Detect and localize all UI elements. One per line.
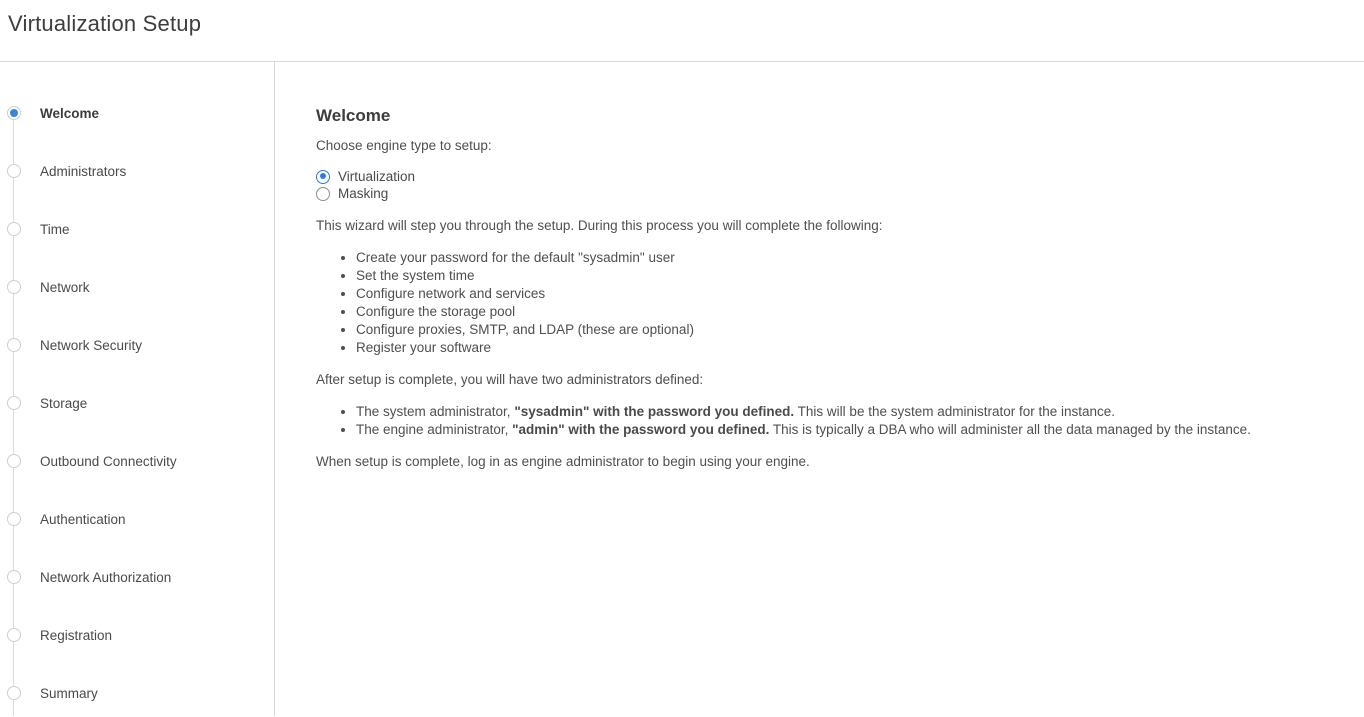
after-setup-text: After setup is complete, you will have two administrators defined: (316, 372, 704, 387)
list-item: • Set the system time (356, 267, 1251, 285)
sidebar-step-outbound-connectivity[interactable] (0, 432, 274, 490)
sidebar-step-storage[interactable] (0, 374, 274, 432)
radio-unselected-icon (316, 187, 330, 201)
step-radio-icon (7, 338, 21, 352)
step-label: Network (40, 279, 90, 295)
sidebar-step-authentication[interactable] (0, 490, 274, 548)
list-item: • Configure network and services (356, 285, 1251, 303)
page-header (0, 0, 1364, 62)
closing-text: When setup is complete, log in as engine administrator to begin using your engine. (316, 454, 810, 469)
step-radio-icon (7, 106, 21, 120)
sidebar-step-network-authorization[interactable] (0, 548, 274, 606)
step-radio-icon (7, 512, 21, 526)
step-label: Registration (40, 627, 113, 643)
engine-option-masking[interactable] (316, 186, 1251, 204)
step-label: Network Authorization (40, 569, 172, 585)
radio-selected-icon (316, 170, 330, 184)
step-label: Authentication (40, 511, 126, 527)
list-item (356, 421, 1251, 439)
admin-text: The engine administrator, (356, 422, 513, 437)
list-item: • Configure proxies, SMTP, and LDAP (these are optional) (356, 321, 1251, 339)
admin-text: This is typically a DBA who will administer all the data managed by the instance. (769, 422, 1251, 437)
main-layout (0, 62, 1364, 716)
radio-label: Virtualization (338, 168, 416, 184)
step-radio-icon (7, 222, 21, 236)
setup-stepper-sidebar (0, 62, 275, 716)
choose-engine-label: Choose engine type to setup: (316, 138, 492, 153)
sidebar-step-network-security[interactable] (0, 316, 274, 374)
setup-tasks-list (316, 249, 1251, 357)
sidebar-step-administrators[interactable] (0, 142, 274, 200)
step-radio-icon (7, 396, 21, 410)
step-radio-icon (7, 628, 21, 642)
step-radio-icon (7, 570, 21, 584)
page-title: Virtualization Setup (8, 11, 202, 36)
sidebar-step-summary[interactable] (0, 664, 274, 717)
admin-credential-bold: "sysadmin" with the password you defined. (514, 404, 795, 419)
engine-type-radio-group (316, 168, 1251, 203)
admin-text: This will be the system administrator for the instance. (794, 404, 1116, 419)
list-item: • Configure the storage pool (356, 303, 1251, 321)
step-label: Summary (40, 685, 98, 701)
sidebar-step-network[interactable] (0, 258, 274, 316)
admin-text: The system administrator, (356, 404, 515, 419)
list-item: • Register your software (356, 339, 1251, 357)
step-radio-icon (7, 454, 21, 468)
sidebar-step-time[interactable] (0, 200, 274, 258)
step-label: Storage (40, 395, 88, 411)
admin-credential-bold: "admin" with the password you defined. (512, 422, 770, 437)
panel-heading: Welcome (316, 106, 391, 125)
wizard-intro-text: This wizard will step you through the setup. During this process you will complete the following: (316, 218, 883, 233)
administrators-list (316, 403, 1251, 439)
step-label: Time (40, 221, 70, 237)
step-label: Outbound Connectivity (40, 453, 177, 469)
step-label: Welcome (40, 105, 100, 121)
engine-option-virtualization[interactable] (316, 168, 1251, 186)
sidebar-step-welcome[interactable] (0, 84, 274, 142)
list-item: • Create your password for the default "sysadmin" user (356, 249, 1251, 267)
welcome-panel (275, 62, 1281, 716)
sidebar-step-registration[interactable] (0, 606, 274, 664)
step-label: Administrators (40, 163, 127, 179)
list-item (356, 403, 1251, 421)
step-radio-icon (7, 164, 21, 178)
step-label: Network Security (40, 337, 143, 353)
step-radio-icon (7, 686, 21, 700)
radio-label: Masking (338, 186, 389, 202)
step-radio-icon (7, 280, 21, 294)
